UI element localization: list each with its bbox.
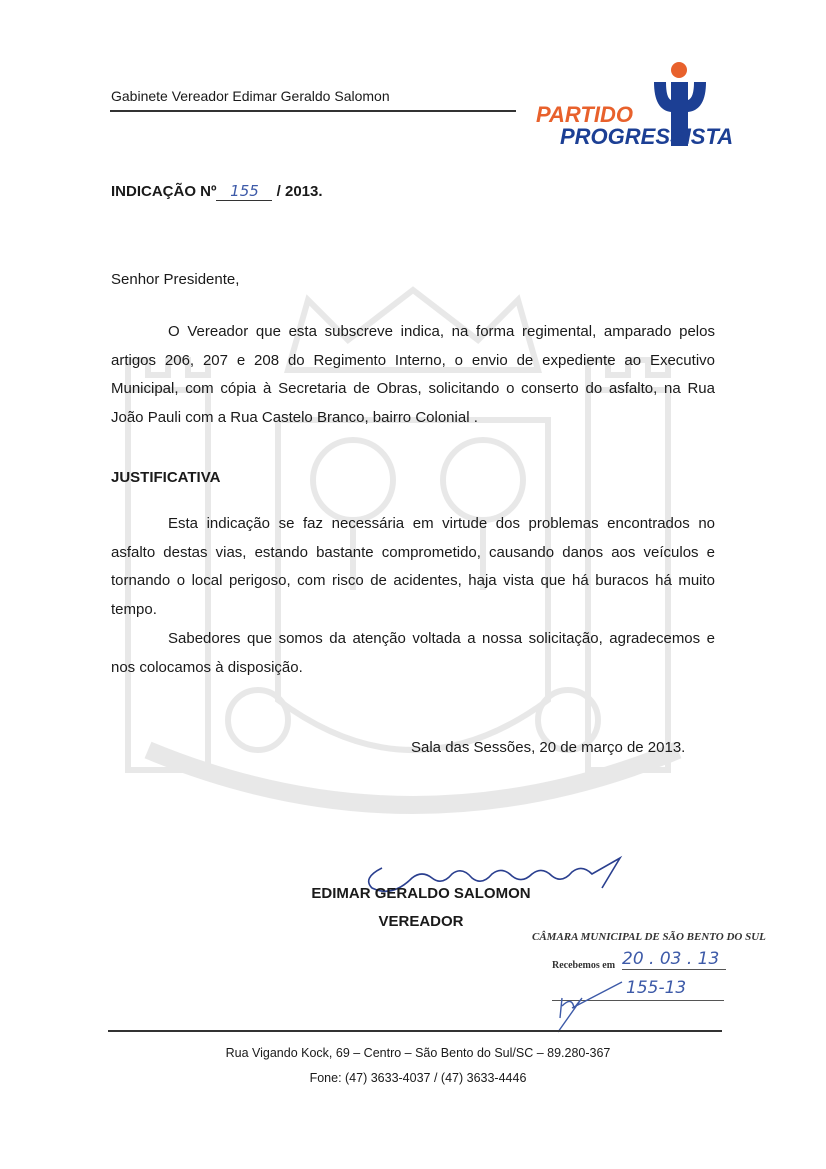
party-name-line1: PARTIDO bbox=[536, 102, 633, 127]
signer-role: VEREADOR bbox=[378, 913, 464, 930]
stamp-received-label: Recebemos em bbox=[552, 960, 616, 971]
party-name-line2: PROGRESSISTA bbox=[560, 124, 734, 149]
justification-heading: JUSTIFICATIVA bbox=[111, 469, 221, 486]
footer-divider bbox=[108, 1030, 722, 1032]
document-title bbox=[111, 182, 323, 201]
title-suffix: / 2013. bbox=[276, 183, 323, 200]
title-prefix: INDICAÇÃO Nº bbox=[111, 183, 217, 200]
body-paragraph-2: Esta indicação se faz necessária em virtude dos problemas encontrados no asfalto destas vias, estando bastante comprometido, causando danos aos veículos e tornando o local perigoso, com risco de acidentes, haja vista que há buracos há muito tempo. bbox=[111, 515, 715, 618]
date-line: Sala das Sessões, 20 de março de 2013. bbox=[411, 739, 686, 756]
header-divider bbox=[110, 110, 516, 112]
handwritten-number: 155 bbox=[216, 182, 272, 201]
stamp-received-date: 20 . 03 . 13 bbox=[622, 949, 726, 970]
salutation: Senhor Presidente, bbox=[111, 271, 240, 288]
office-header: Gabinete Vereador Edimar Geraldo Salomon bbox=[111, 88, 390, 104]
stamp-initials-icon bbox=[552, 978, 652, 1034]
stamp-title: CÂMARA MUNICIPAL DE SÃO BENTO DO SUL bbox=[532, 931, 766, 943]
body-paragraph-1: O Vereador que esta subscreve indica, na forma regimental, amparado pelos artigos 206, 207 e 208 do Regimento Interno, o envio de expediente ao Executivo Municipal, com cópia à Secretaria de Obras, solicitando o conserto do asfalto, na Rua João Pauli com a Rua Castelo Branco, bairro Colonial . bbox=[111, 323, 715, 426]
stamp-protocol-number: 155-13 bbox=[626, 978, 687, 998]
signer-name: EDIMAR GERALDO SALOMON bbox=[311, 885, 531, 902]
body-paragraph-3: Sabedores que somos da atenção voltada a nossa solicitação, agradecemos e nos colocamos à disposição. bbox=[111, 630, 715, 676]
footer-address: Rua Vigando Kock, 69 – Centro – São Bento do Sul/SC – 89.280-367 bbox=[225, 1046, 611, 1060]
footer-phone: Fone: (47) 3633-4037 / (47) 3633-4446 bbox=[309, 1071, 527, 1085]
